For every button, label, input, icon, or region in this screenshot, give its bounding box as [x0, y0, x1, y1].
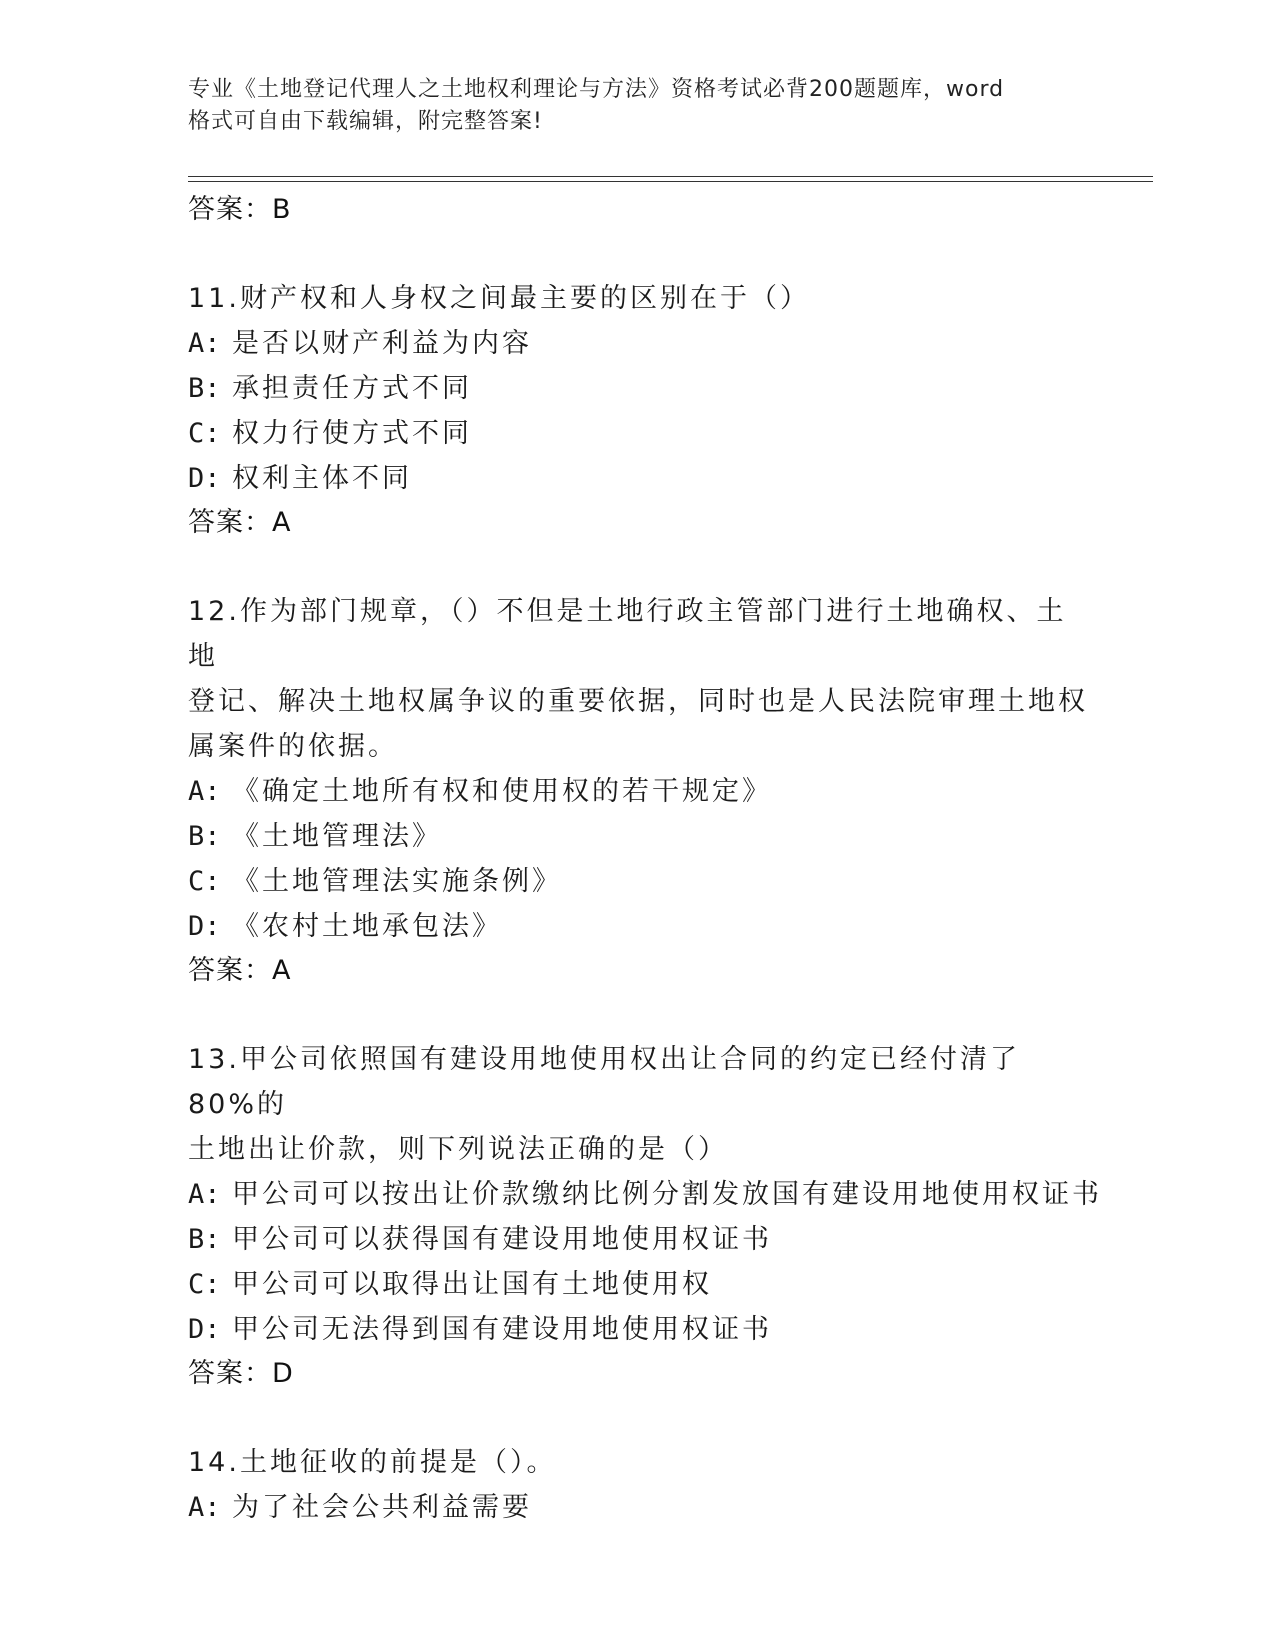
option-text: 《农村土地承包法》 [232, 911, 502, 942]
question-list [188, 188, 1102, 1530]
header-divider-top [188, 176, 1153, 177]
question-13 [188, 1037, 1088, 1172]
question-12-answer: 答案：A [188, 955, 292, 986]
option-letter: D: [188, 1314, 221, 1345]
option-letter: B: [188, 1224, 221, 1255]
previous-answer: 答案：B [188, 194, 292, 225]
option-text: 为了社会公共利益需要 [232, 1492, 532, 1523]
question-text-line: 土地出让价款，则下列说法正确的是（） [188, 1134, 728, 1165]
option-text: 承担责任方式不同 [232, 373, 472, 404]
question-11-option-a [188, 321, 1088, 366]
question-text-line: 12.作为部门规章，（）不但是土地行政主管部门进行土地确权、土地 [188, 596, 1067, 672]
header-divider-bottom [188, 181, 1153, 182]
option-text: 权力行使方式不同 [232, 418, 472, 449]
question-11-answer: 答案：A [188, 507, 292, 538]
option-text: 《确定土地所有权和使用权的若干规定》 [232, 776, 772, 807]
question-11-option-b [188, 366, 1088, 411]
option-letter: A: [188, 776, 221, 807]
question-text-line: 14.土地征收的前提是（）。 [188, 1447, 557, 1478]
question-11-option-d [188, 456, 1088, 501]
question-11-option-c [188, 411, 1088, 456]
question-13-option-d [188, 1307, 1088, 1352]
option-text: 是否以财产利益为内容 [232, 328, 532, 359]
option-letter: C: [188, 866, 221, 897]
question-12-option-d [188, 904, 1088, 949]
question-12-option-c [188, 859, 1088, 904]
option-text: 甲公司可以获得国有建设用地使用权证书 [232, 1224, 772, 1255]
option-letter: B: [188, 373, 221, 404]
question-12-option-b [188, 814, 1088, 859]
option-text: 《土地管理法实施条例》 [232, 866, 562, 897]
question-12-option-a [188, 769, 1088, 814]
option-text: 权利主体不同 [232, 463, 412, 494]
question-14-option-a [188, 1485, 1088, 1530]
question-13-answer: 答案：D [188, 1358, 294, 1389]
option-letter: C: [188, 418, 221, 449]
question-12 [188, 589, 1088, 769]
question-13-option-a [188, 1172, 1102, 1217]
option-letter: D: [188, 463, 221, 494]
question-13-option-c [188, 1262, 1088, 1307]
option-letter: A: [188, 328, 221, 359]
option-text: 《土地管理法》 [232, 821, 442, 852]
header-line-1: 专业《土地登记代理人之土地权利理论与方法》资格考试必背200题题库，word [188, 77, 1005, 102]
option-letter: C: [188, 1269, 221, 1300]
option-text: 甲公司无法得到国有建设用地使用权证书 [232, 1314, 772, 1345]
question-text-line: 11.财产权和人身权之间最主要的区别在于（） [188, 283, 810, 314]
question-11 [188, 276, 1088, 321]
question-text-line: 登记、解决土地权属争议的重要依据，同时也是人民法院审理土地权 [188, 686, 1088, 717]
question-text-line: 13.甲公司依照国有建设用地使用权出让合同的约定已经付清了80%的 [188, 1044, 1020, 1120]
header-line-2: 格式可自由下载编辑，附完整答案! [188, 109, 543, 134]
question-13-option-b [188, 1217, 1088, 1262]
option-letter: A: [188, 1179, 221, 1210]
option-text: 甲公司可以取得出让国有土地使用权 [232, 1269, 712, 1300]
option-letter: A: [188, 1492, 221, 1523]
question-14 [188, 1440, 1088, 1485]
document-header [188, 74, 1088, 138]
option-letter: D: [188, 911, 221, 942]
question-text-line: 属案件的依据。 [188, 731, 398, 762]
option-text: 甲公司可以按出让价款缴纳比例分割发放国有建设用地使用权证书 [232, 1179, 1102, 1210]
option-letter: B: [188, 821, 221, 852]
